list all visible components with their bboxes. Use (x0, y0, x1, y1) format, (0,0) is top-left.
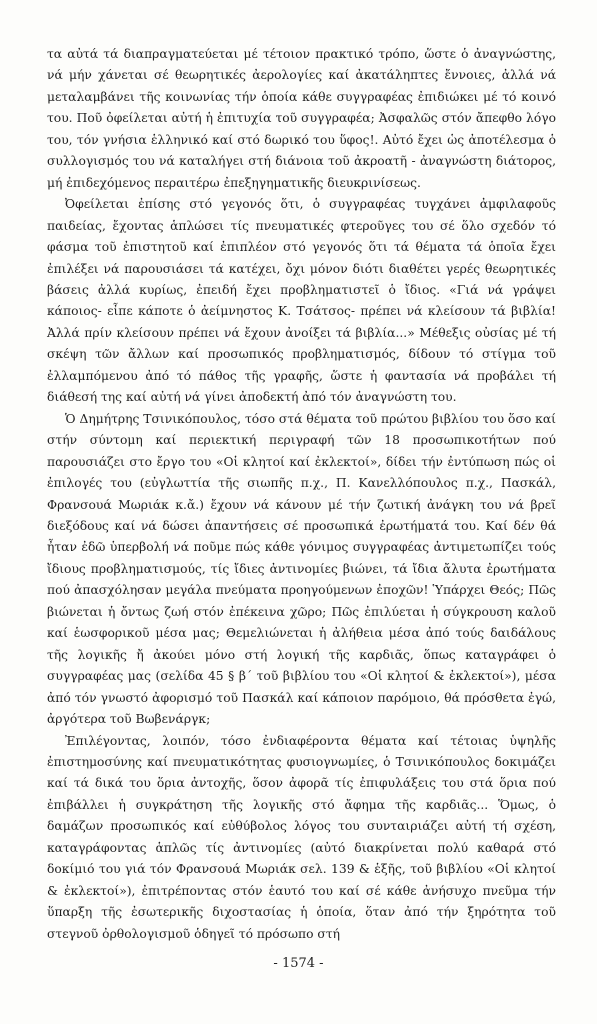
body-text (47, 44, 556, 945)
paragraph-2: Ὀφείλεται ἐπίσης στό γεγονός ὅτι, ὁ συγγραφέας τυγχάνει ἀμφιλαφοῦς παιδείας, ἔχοντας ἁπλώσει τίς πνευματικές φτεροῦγες του σέ ὅλο σχεδόν τό φάσμα τοῦ ἐπιστητοῦ καί ἐπιπλέον στό γεγονός ὅτι τά θέματα τά ὁποῖα ἔχει ἐπιλέξει νά παρουσιάσει τά κατέχει, ὄχι μόνον διότι διαθέτει γερές θεωρητικές βάσεις ἀλλά κυρίως, ἐπειδή ἔχει προβληματιστεῖ ὁ ἴδιος. «Γιά νά γράψει κάποιος- εἶπε κάποτε ὁ ἀείμνηστος Κ. Τσάτσος- πρέπει νά κλείσουν τά βιβλία! Ἀλλά πρίν κλείσουν πρέπει νά ἔχουν ἀνοίξει τά βιβλία...» Μέθεξις οὐσίας μέ τή σκέψη τῶν ἄλλων καί προσωπικός προβληματισμός, δίδουν τό στίγμα τοῦ ἐλλαμπόμενου ἀπό τό πάθος τῆς γραφῆς, ὥστε ἡ φαντασία νά προβάλει τή διάθεσή της καί αὐτή νά γίνει ἀποδεκτή ἀπό τόν ἀναγνώστη του. (47, 197, 556, 405)
page-number: - 1574 - (273, 956, 324, 971)
paragraph-1: τα αὐτά τά διαπραγματεύεται μέ τέτοιον πρακτικό τρόπο, ὥστε ὁ ἀναγνώστης, νά μήν χάνεται σέ θεωρητικές ἀερολογίες καί ἀκατάληπτες ἔννοιες, ἀλλά νά μεταλαμβάνει τῆς κοινωνίας τήν ὁποία κάθε συγγραφέας ἐπιδιώκει μέ τό κοινό του. Ποῦ ὀφείλεται αὐτή ἡ ἐπιτυχία τοῦ συγγραφέα; Ἀσφαλῶς στόν ἄπεφθο λόγο του, τόν γνήσια ἑλληνικό καί στό δωρικό του ὕφος!. Αὐτό ἔχει ὡς ἀποτέλεσμα ὁ συλλογισμός του νά καταλήγει στή διάνοια τοῦ ἀκροατῆ - ἀναγνώστη διάτορος, μή ἐπιδεχόμενος περαιτέρω ἐπεξηγηματικῆς διευκρινίσεως. (47, 47, 556, 190)
paragraph-4: Ἐπιλέγοντας, λοιπόν, τόσο ἐνδιαφέροντα θέματα καί τέτοιας ὑψηλῆς ἐπιστημοσύνης καί πνευματικότητας φυσιογνωμίες, ὁ Τσινικόπουλος δοκιμάζει καί τά δικά του ὅρια ἀντοχῆς, ὅσον ἀφορᾶ τίς ἐπιφυλάξεις του στά ὅρια πού ἐπιβάλλει ἡ συγκράτηση τῆς λογικῆς στό ἄφημα τῆς καρδιᾶς... Ὅμως, ὁ δαμάζων προσωπικός καί εὐθύβολος λόγος του συνταιριάζει αὐτή τή σχέση, καταγράφοντας ἁπλῶς τίς ἀντινομίες (αὐτό διακρίνεται πολύ καθαρά στό δοκίμιό του γιά τόν Φρανσουά Μωριάκ σελ. 139 & ἑξῆς, τοῦ βιβλίου «Οἱ κλητοί & ἐκλεκτοί»), ἐπιτρέποντας στόν ἑαυτό του καί σέ κάθε ἀνήσυχο πνεῦμα τήν ὕπαρξη τῆς ἐσωτερικῆς διχοστασίας ἡ ὁποία, ὅταν ἀπό τήν ξηρότητα τοῦ στεγνοῦ ὀρθολογισμοῦ ὁδηγεῖ τό πρόσωπο στή (47, 733, 556, 941)
paragraph-3: Ὁ Δημήτρης Τσινικόπουλος, τόσο στά θέματα τοῦ πρώτου βιβλίου του ὅσο καί στήν σύντομη καί περιεκτική περιγραφή τῶν 18 προσωπικοτήτων πού παρουσιάζει στο ἔργο του «Οἱ κλητοί καί ἐκλεκτοί», δίδει τήν ἐντύπωση πώς οἱ ἐπιλογές του (εὐγλωττία τῆς σιωπῆς π.χ., Π. Κανελλόπουλος π.χ., Πασκάλ, Φρανσουά Μωριάκ κ.ἄ.) ἔχουν νά κάνουν μέ τήν ζωτική ἀνάγκη του νά βρεῖ διεξόδους καί νά δώσει ἀπαντήσεις σέ προσωπικά ἐρωτήματά του. Καί δέν θά ἦταν ἐδῶ ὑπερβολή νά ποῦμε πώς κάθε γόνιμος συγγραφέας ἀντιμετωπίζει τούς ἴδιους προβληματισμούς, τίς ἴδιες ἀντινομίες βιώνει, τά ἴδια ἄλυτα ἐρωτήματα πού ἀπασχόλησαν μεγάλα πνεύματα προηγούμενων ἐποχῶν! Ὑπάρχει Θεός; Πῶς βιώνεται ἡ ὄντως ζωή στόν ἐπέκεινα χῶρο; Πῶς ἐπιλύεται ἡ σύγκρουση καλοῦ καί ἑωσφορικοῦ μέσα μας; Θεμελιώνεται ἡ ἀλήθεια μέσα ἀπό τούς δαιδάλους τῆς λογικῆς ἤ ἀκούει μόνο στή λογική τῆς καρδιᾶς, ὅπως καταγράφει ὁ συγγραφέας μας (σελίδα 45 § β΄ τοῦ βιβλίου του «Οἱ κλητοί & ἐκλεκτοί»), μέσα ἀπό τόν γνωστό ἀφορισμό τοῦ Πασκάλ καί κάποιον παρόμοιο, θά πρόσθετα ἐγώ, ἀργότερα τοῦ Βωβενάργκ; (47, 411, 556, 727)
